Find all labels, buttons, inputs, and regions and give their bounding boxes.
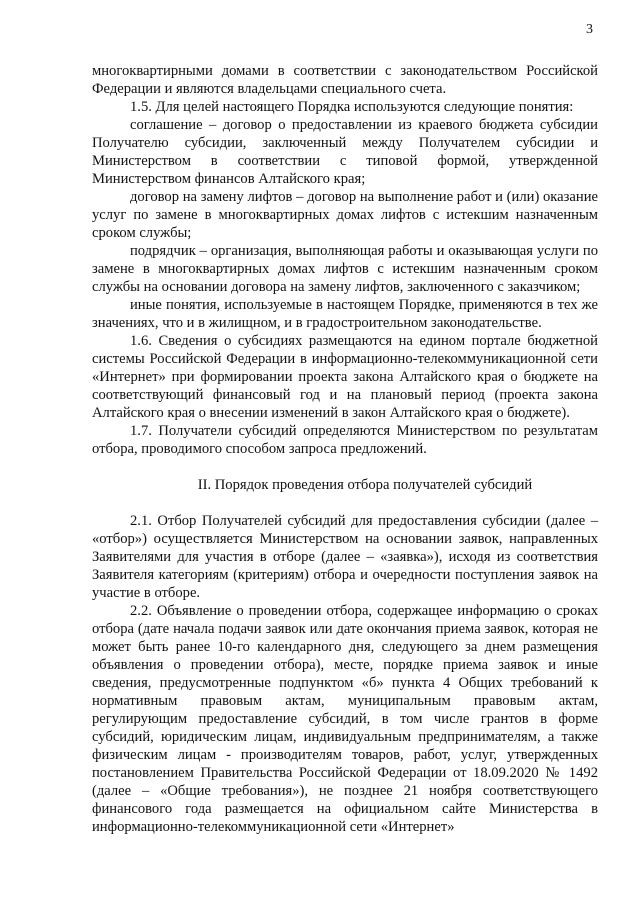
paragraph-2-1: 2.1. Отбор Получателей субсидий для предоставления субсидии (далее – «отбор») осуществляется Министерством на основании заявок, направленных Заявителями для участия в отборе (далее – «заявка»), исходя из соответствия Заявителя категориям (критериям) отбора и очередности поступления заявок на участие в отборе. (92, 513, 598, 601)
definition-elevator-contract: договор на замену лифтов – договор на выполнение работ и (или) оказание услуг по замене в многоквартирных домах лифтов с истекшим назначенным сроком службы; (92, 189, 598, 241)
paragraph-1-5: 1.5. Для целей настоящего Порядка используются следующие понятия: (130, 99, 574, 115)
definition-contractor: подрядчик – организация, выполняющая работы и оказывающая услуги по замене в многоквартирных домах лифтов с истекшим назначенным сроком службы на основании договора на замену лифтов, заключенного с заказчиком; (92, 243, 598, 295)
definition-other-terms: иные понятия, используемые в настоящем Порядке, применяются в тех же значениях, что и в жилищном, и в градостроительном законодательстве. (92, 297, 598, 331)
paragraph-continuation: многоквартирными домами в соответствии с законодательством Российской Федерации и являются владельцами специального счета. (92, 63, 598, 97)
paragraph-2-2: 2.2. Объявление о проведении отбора, содержащее информацию о сроках отбора (дате начала подачи заявок или дате окончания приема заявок, которая не может быть ранее 10-го календарного дня, следующего за днем размещения объявления о проведении отбора), месте, порядке приема заявок и иные сведения, предусмотренные подпунктом «б» пункта 4 Общих требований к нормативным правовым актам, муниципальным правовым актам, регулирующим предоставление субсидий, в том числе грантов в форме субсидий, юридическим лицам, индивидуальным предпринимателям, а также физическим лицам - производителям товаров, работ, услуг, утвержденных постановлением Правительства Российской Федерации от 18.09.2020 № 1492 (далее – «Общие требования»), не позднее 21 ноября соответствующего финансового года размещается на официальном сайте Министерства в информационно-телекоммуникационной сети «Интернет» (92, 603, 598, 835)
document-body (92, 62, 598, 836)
paragraph-1-7: 1.7. Получатели субсидий определяются Министерством по результатам отбора, проводимого способом запроса предложений. (92, 423, 598, 457)
page-number: 3 (586, 22, 593, 37)
paragraph-1-6: 1.6. Сведения о субсидиях размещаются на едином портале бюджетной системы Российской Федерации в информационно-телекоммуникационной сети «Интернет» при формировании проекта закона Алтайского края о бюджете на соответствующий финансовый год и на плановый период (проекта закона Алтайского края о внесении изменений в закон Алтайского края о бюджете). (92, 333, 598, 421)
definition-agreement: соглашение – договор о предоставлении из краевого бюджета субсидии Получателю субсидии, заключенный между Получателем субсидии и Министерством в соответствии с типовой формой, утвержденной Министерством финансов Алтайского края; (92, 117, 598, 187)
section-heading: II. Порядок проведения отбора получателей субсидий (197, 477, 533, 493)
